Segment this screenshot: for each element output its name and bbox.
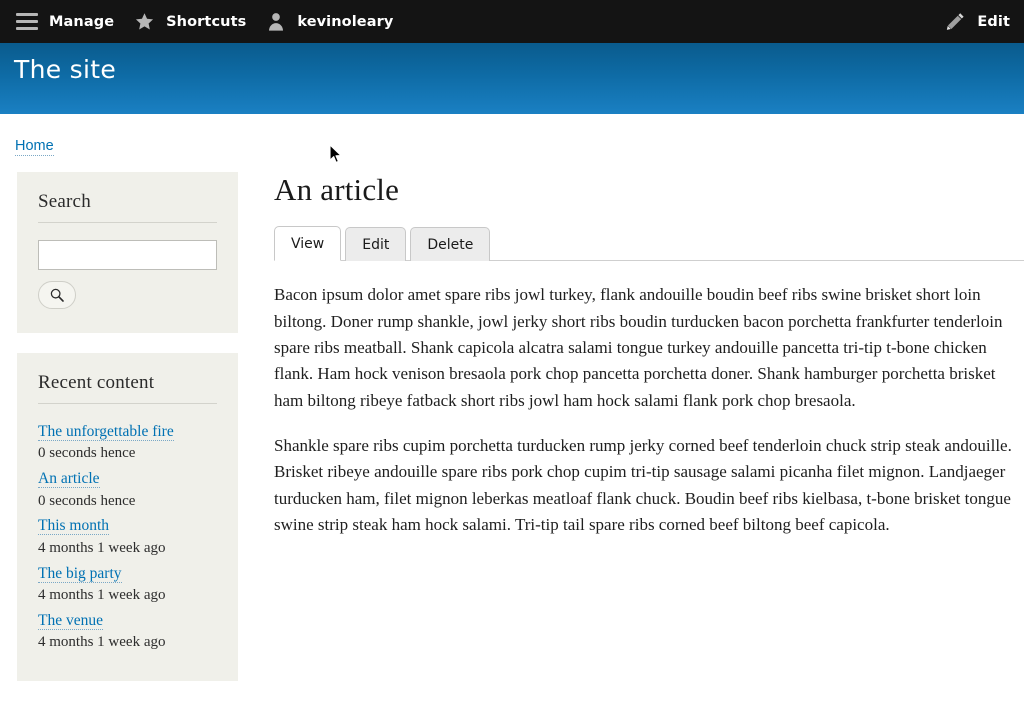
recent-content-list: [38, 421, 217, 654]
sidebar: [17, 172, 238, 701]
list-item: [38, 468, 217, 512]
pencil-icon: [945, 11, 966, 32]
list-item: [38, 610, 217, 654]
hamburger-icon: [16, 13, 38, 30]
breadcrumb-item-home[interactable]: Home: [15, 138, 54, 154]
recent-content-link[interactable]: An article: [38, 470, 100, 488]
list-item: [38, 421, 217, 465]
toolbar-item-edit[interactable]: [939, 0, 1010, 43]
star-icon: [134, 11, 155, 32]
recent-content-block: [17, 353, 238, 681]
admin-toolbar: [0, 0, 1024, 43]
toolbar-item-manage-label: Manage: [49, 13, 115, 30]
search-block-divider: [38, 222, 217, 223]
breadcrumb: [0, 114, 1024, 154]
toolbar-item-manage[interactable]: [10, 0, 128, 43]
tab-delete[interactable]: Delete: [410, 227, 490, 261]
main-content: [238, 172, 1024, 557]
recent-content-divider: [38, 403, 217, 404]
tab-edit[interactable]: Edit: [345, 227, 406, 261]
recent-content-link[interactable]: The unforgettable fire: [38, 423, 174, 440]
toolbar-item-edit-label: Edit: [977, 13, 1010, 30]
search-input[interactable]: [38, 240, 217, 270]
article-paragraph: Shankle spare ribs cupim porchetta turducken rump jerky corned beef tenderloin chuck strip steak andouille. Brisket ribeye andouille spare ribs pork chop cupim tri-tip sausage salami picanha filet mignon. Landjaeger turducken ham, filet mignon leberkas meatloaf flank chuck. Boudin beef ribs kielbasa, t-bone brisket tongue swine strip steak ham hock salami. Tri-tip tail spare ribs corned beef biltong beef capicola.: [274, 436, 1012, 535]
toolbar-item-shortcuts[interactable]: [128, 0, 260, 43]
search-block: [17, 172, 238, 333]
person-icon: [266, 11, 286, 32]
node-tabs: [274, 226, 1024, 261]
article-paragraph: Bacon ipsum dolor amet spare ribs jowl turkey, flank andouille boudin beef ribs swine brisket short loin biltong. Doner rump shankle, jowl jerky short ribs boudin turducken bacon porchetta frankfurter tenderloin spare ribs meatball. Shank capicola alcatra salami tongue turkey andouille pancetta tri-tip t-bone chicken flank. Ham hock venison bresaola pork chop pancetta porchetta doner. Shank hamburger porchetta brisket ham biltong ribeye fatback short ribs jowl ham hock salami flank pork chop bresaola.: [274, 285, 1003, 410]
recent-content-link[interactable]: This month: [38, 517, 110, 535]
page-layout: [0, 154, 1024, 701]
toolbar-item-shortcuts-label: Shortcuts: [166, 13, 247, 30]
toolbar-item-user-label: kevinoleary: [297, 13, 394, 30]
recent-content-time: 4 months 1 week ago: [38, 539, 166, 556]
recent-content-time: 4 months 1 week ago: [38, 587, 166, 604]
recent-content-time: 0 seconds hence: [38, 492, 136, 509]
search-icon: [49, 287, 65, 303]
site-header: [0, 43, 1024, 114]
recent-content-link[interactable]: The big party: [38, 564, 122, 582]
list-item: [38, 515, 217, 559]
tab-view[interactable]: View: [274, 226, 341, 261]
recent-content-time: 4 months 1 week ago: [38, 634, 166, 651]
toolbar-item-user[interactable]: [260, 0, 407, 43]
recent-content-title: Recent content: [38, 372, 155, 393]
article-body: [274, 282, 1024, 538]
search-block-title: Search: [38, 191, 91, 212]
search-submit-button[interactable]: [38, 281, 76, 309]
recent-content-time: 0 seconds hence: [38, 445, 136, 462]
recent-content-link[interactable]: The venue: [38, 611, 103, 629]
site-name[interactable]: The site: [14, 55, 116, 84]
list-item: [38, 563, 217, 607]
page-title: An article: [274, 172, 400, 207]
